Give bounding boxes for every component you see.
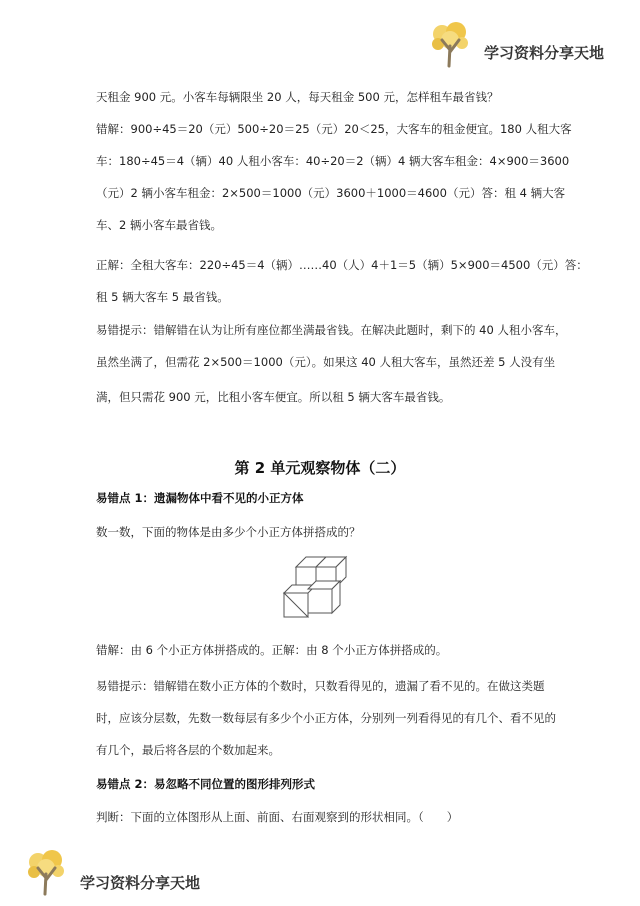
text-line: 数一数，下面的物体是由多少个小正方体拼搭成的？ <box>96 525 361 539</box>
text-line: （元）2 辆小客车租金：2×500＝1000（元）3600＋1000＝4600（元）答：租 4 辆大客 <box>96 186 566 200</box>
text-line: 车：180÷45＝4（辆）40 人租小客车：40÷20＝2（辆）4 辆大客车租金：4×900＝3600 <box>96 154 570 168</box>
text-line: 虽然坐满了，但需花 2×500＝1000（元）。如果这 40 人租大客车，虽然还差 5 人没有坐 <box>96 355 556 369</box>
brand-name-top: 学习资料分享天地 <box>484 44 605 62</box>
error-point-2: 易错点 2：易忽略不同位置的图形排列形式 <box>96 777 316 791</box>
error-point-1: 易错点 1：遗漏物体中看不见的小正方体 <box>96 491 304 505</box>
section-title: 第 2 单元观察物体（二） <box>234 459 406 477</box>
text-line: 易错提示：错解错在认为让所有座位都坐满最省钱。在解决此题时，剩下的 40 人租小客车， <box>96 323 567 337</box>
text-line: 车、2 辆小客车最省钱。 <box>96 218 222 232</box>
text-line: 判断：下面的立体图形从上面、前面、右面观察到的形状相同。（ ） <box>96 810 459 824</box>
tree-logo-icon <box>22 848 70 896</box>
text-line: 有几个，最后将各层的个数加起来。 <box>96 743 280 757</box>
text-line: 易错提示：错解错在数小正方体的个数时，只数看得见的，遗漏了看不见的。在做这类题 <box>96 679 545 693</box>
text-line: 错解：900÷45＝20（元）500÷20＝25（元）20＜25，大客车的租金便宜。180 人租大客 <box>96 122 572 136</box>
brand-name-bottom: 学习资料分享天地 <box>80 874 201 892</box>
text-line: 租 5 辆大客车 5 最省钱。 <box>96 290 229 304</box>
text-line: 满，但只需花 900 元，比租小客车便宜。所以租 5 辆大客车最省钱。 <box>96 390 451 404</box>
tree-logo-icon <box>426 20 474 68</box>
text-line: 时，应该分层数，先数一数每层有多少个小正方体，分别列一列看得见的有几个、看不见的 <box>96 711 556 725</box>
text-line: 正解：全租大客车：220÷45＝4（辆）……40（人）4＋1＝5（辆）5×900＝4500（元）答： <box>96 258 588 272</box>
brand-logo-bottom <box>22 848 201 900</box>
text-line: 天租金 900 元。小客车每辆限坐 20 人，每天租金 500 元，怎样租车最省钱？ <box>96 90 499 104</box>
text-line: 错解：由 6 个小正方体拼搭成的。正解：由 8 个小正方体拼搭成的。 <box>96 643 448 657</box>
brand-logo-top <box>426 20 605 68</box>
cubes-figure <box>272 555 372 625</box>
